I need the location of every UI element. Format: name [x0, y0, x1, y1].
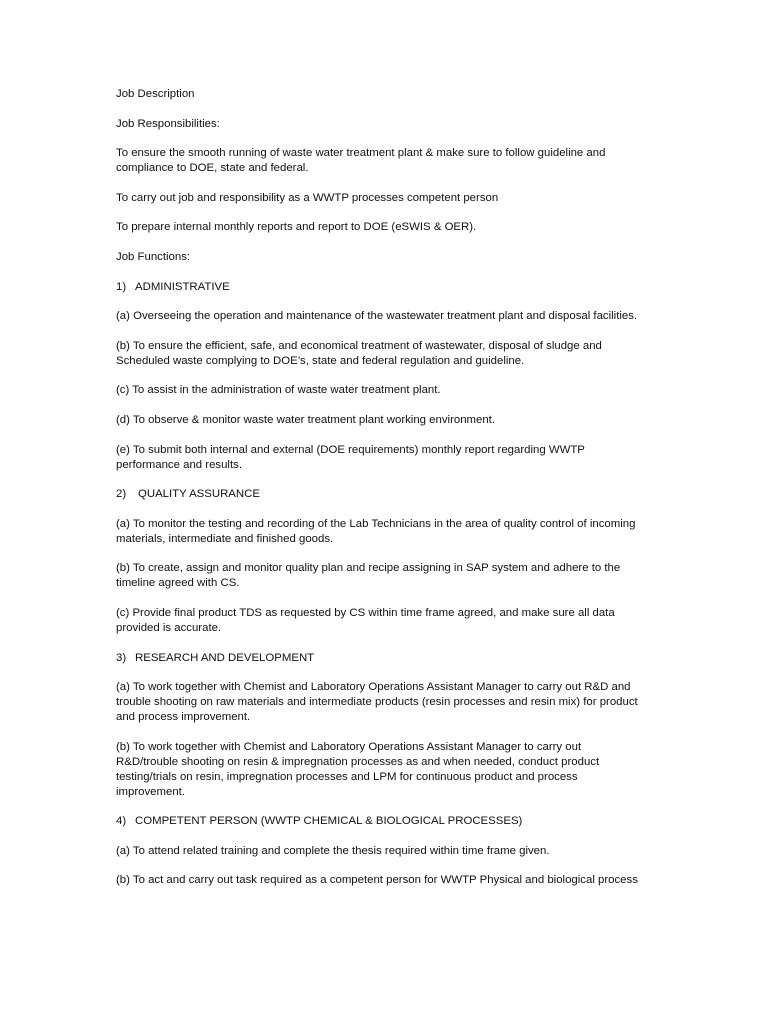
section-item: (c) Provide final product TDS as requested by CS within time frame agreed, and make sure all data provided is accurate.: [116, 606, 615, 634]
document-title: Job Description: [116, 88, 195, 100]
section-item: (e) To submit both internal and external (DOE requirements) monthly report regarding WWTP performance and results.: [116, 443, 585, 471]
document-page: [116, 87, 646, 903]
responsibility-item: To prepare internal monthly reports and report to DOE (eSWIS & OER).: [116, 221, 477, 234]
section-title: ADMINISTRATIVE: [135, 280, 230, 293]
section-item: (a) Overseeing the operation and maintenance of the wastewater treatment plant and disposal facilities.: [116, 310, 638, 323]
section-administrative: [116, 280, 646, 473]
section-heading: [116, 280, 646, 295]
section-heading: [116, 487, 646, 502]
section-item: (a) To work together with Chemist and Laboratory Operations Assistant Manager to carry out R&D and trouble shooting on raw materials and intermediate products (resin processes and resin mix) for product and process improvement.: [116, 681, 638, 724]
responsibility-item: To carry out job and responsibility as a WWTP processes competent person: [116, 191, 499, 204]
section-title: RESEARCH AND DEVELOPMENT: [135, 651, 315, 664]
section-item: (a) To attend related training and complete the thesis required within time frame given.: [116, 844, 550, 857]
section-item: (a) To monitor the testing and recording of the Lab Technicians in the area of quality control of incoming materials, intermediate and finished goods.: [116, 517, 636, 545]
section-item: (d) To observe & monitor waste water treatment plant working environment.: [116, 413, 496, 426]
section-number: 1): [116, 280, 127, 293]
section-heading: [116, 651, 646, 666]
section-number: 3): [116, 651, 127, 664]
section-title: COMPETENT PERSON (WWTP CHEMICAL & BIOLOGICAL PROCESSES): [135, 815, 523, 828]
section-research-development: [116, 651, 646, 800]
section-competent-person: [116, 814, 646, 888]
responsibility-item: To ensure the smooth running of waste water treatment plant & make sure to follow guideline and compliance to DOE, state and federal.: [116, 147, 606, 175]
section-item: (b) To work together with Chemist and Laboratory Operations Assistant Manager to carry out R&D/trouble shooting on resin & impregnation processes as and when needed, conduct product testing/trials on resin, impregnation processes and LPM for continuous product and process improvement.: [116, 740, 600, 798]
section-item: (b) To ensure the efficient, safe, and economical treatment of wastewater, disposal of sludge and Scheduled waste complying to DOE’s, state and federal regulation and guideline.: [116, 339, 602, 367]
section-number: 2): [116, 488, 127, 501]
section-number: 4): [116, 815, 127, 828]
section-item: (b) To create, assign and monitor quality plan and recipe assigning in SAP system and adhere to the timeline agreed with CS.: [116, 562, 621, 590]
responsibilities-heading: Job Responsibilities:: [116, 117, 220, 130]
section-heading: [116, 814, 646, 829]
functions-heading: Job Functions:: [116, 250, 191, 263]
section-item: (c) To assist in the administration of waste water treatment plant.: [116, 384, 441, 397]
section-title: QUALITY ASSURANCE: [138, 488, 260, 501]
section-quality-assurance: [116, 487, 646, 636]
section-item: (b) To act and carry out task required as a competent person for WWTP Physical and biological process: [116, 874, 638, 887]
